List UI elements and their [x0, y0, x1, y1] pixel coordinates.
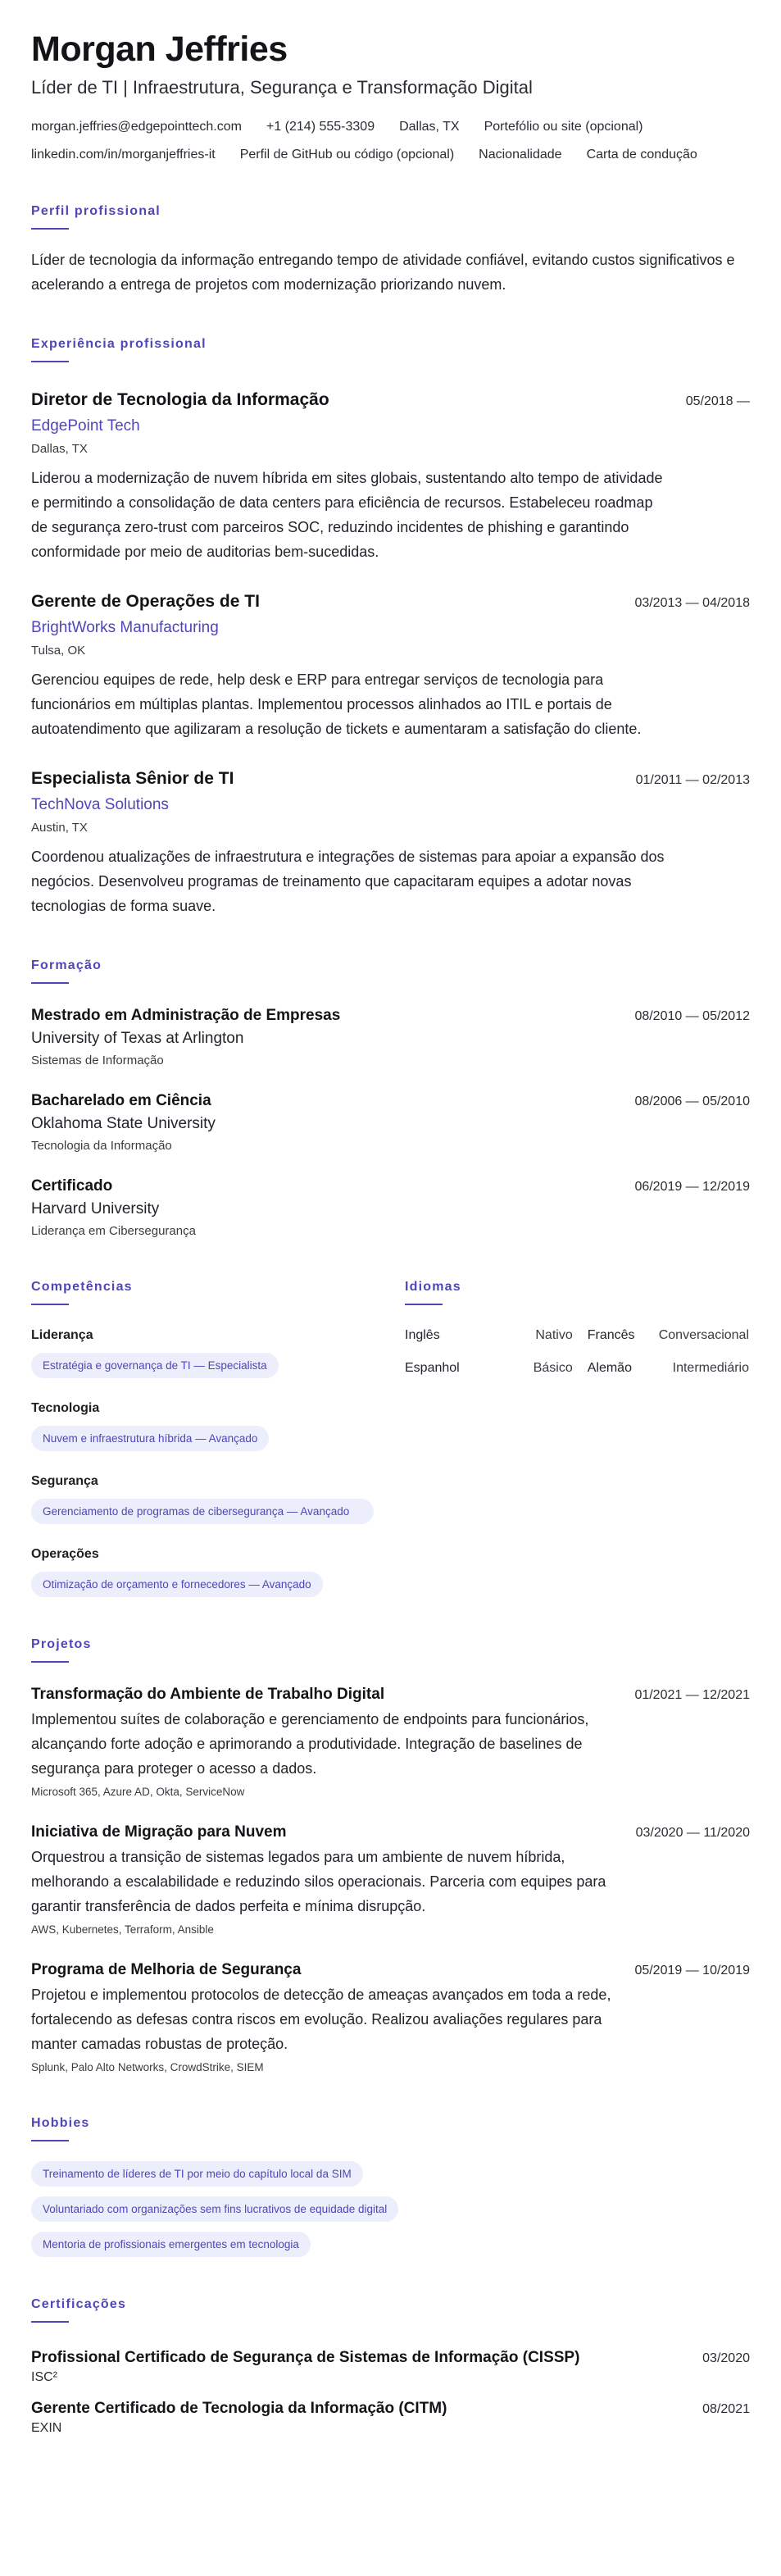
project-dates: 05/2019 — 10/2019: [634, 1964, 750, 1978]
education-item: [31, 1005, 750, 1069]
section-divider: [31, 361, 69, 362]
hobby-list: [31, 2161, 750, 2257]
job-description: Gerenciou equipes de rede, help desk e ERP para entregar serviços de tecnologia para funcionários em múltiplas plantas. Implementou processos alinhados ao ITIL e portais de autoatendimento que agilizaram a resolução de tickets e aumentaram a satisfação do cliente.: [31, 671, 642, 737]
language-name: Alemão: [587, 1361, 632, 1375]
school-name: University of Texas at Arlington: [31, 1030, 244, 1047]
job-dates: 01/2011 — 02/2013: [635, 773, 750, 787]
certification-item: [31, 2347, 750, 2387]
section-title: Competências: [31, 1280, 133, 1294]
projects-section: [31, 1636, 750, 2076]
language-name: Inglês: [405, 1328, 440, 1342]
education-dates: 06/2019 — 12/2019: [634, 1180, 750, 1194]
job-description: Coordenou atualizações de infraestrutura e integrações de sistemas para apoiar a expansão dos negócios. Desenvolveu programas de treinamento que capacitaram equipes a adotar novas tecnologias de forma suave.: [31, 849, 665, 914]
project-technologies: Microsoft 365, Azure AD, Okta, ServiceNow: [31, 1786, 245, 1798]
contact-location: Dallas, TX: [399, 120, 460, 134]
certification-title: Profissional Certificado de Segurança de Sistemas de Informação (CISSP): [31, 2349, 580, 2366]
project-description: Implementou suítes de colaboração e gerenciamento de endpoints para funcionários, alcançando forte adoção e aprimorando a produtividade. Integração de baselines de segurança para proteger o acesso a dados.: [31, 1711, 589, 1777]
language-level: Nativo: [535, 1328, 573, 1342]
hobby-chip: Treinamento de líderes de TI por meio do capítulo local da SIM: [31, 2161, 363, 2187]
section-title: Perfil profissional: [31, 204, 161, 218]
section-divider: [405, 1304, 443, 1305]
skill-category: Segurança: [31, 1474, 98, 1488]
project-item: [31, 1959, 750, 2076]
job-description: Liderou a modernização de nuvem híbrida em sites globais, sustentando alto tempo de atividade e permitindo a consolidação de data centers para eficiência de recursos. Estabeleceu roadmap de segurança zero-trust com parceiros SOC, reduzindo incidentes de phishing e garantindo conformidade por meio de auditorias bem-sucedidas.: [31, 470, 663, 560]
project-description: Orquestrou a transição de sistemas legados para um ambiente de nuvem híbrida, melhorando a escalabilidade e reduzindo silos operacionais. Parceria com equipes para garantir transferência de dados perfeita e mínima disrupção.: [31, 1849, 606, 1914]
language-name: Espanhol: [405, 1361, 460, 1375]
section-divider: [31, 2140, 69, 2141]
project-technologies: AWS, Kubernetes, Terraform, Ansible: [31, 1923, 214, 1936]
school-name: Harvard University: [31, 1200, 160, 1217]
summary-text: Líder de tecnologia da informação entregando tempo de atividade confiável, evitando custos significativos e acelerando a entrega de projetos com modernização priorizando nuvem.: [31, 252, 735, 293]
school-name: Oklahoma State University: [31, 1115, 216, 1132]
section-title: Experiência profissional: [31, 337, 207, 351]
project-title: Iniciativa de Migração para Nuvem: [31, 1823, 287, 1841]
skill-category: Liderança: [31, 1328, 93, 1342]
job-title: Diretor de Tecnologia da Informação: [31, 390, 329, 409]
project-technologies: Splunk, Palo Alto Networks, CrowdStrike, SIEM: [31, 2061, 264, 2073]
skill-chip: Otimização de orçamento e fornecedores — Avançado: [31, 1572, 323, 1597]
education-dates: 08/2010 — 05/2012: [634, 1009, 750, 1023]
language-level: Conversacional: [658, 1328, 749, 1342]
certification-date: 03/2020: [702, 2351, 750, 2365]
experience-item: [31, 389, 750, 564]
job-company: EdgePoint Tech: [31, 417, 140, 435]
skill-group: [31, 1400, 405, 1451]
education-dates: 08/2006 — 05/2010: [634, 1095, 750, 1108]
section-title: Idiomas: [405, 1280, 461, 1294]
languages-section: [405, 1279, 749, 1597]
contact-driving-license: Carta de condução: [586, 148, 697, 162]
language-name: Francês: [587, 1328, 635, 1342]
project-title: Programa de Melhoria de Segurança: [31, 1961, 302, 1978]
project-dates: 01/2021 — 12/2021: [634, 1688, 750, 1702]
degree-title: Certificado: [31, 1177, 113, 1195]
project-title: Transformação do Ambiente de Trabalho Digital: [31, 1686, 385, 1703]
field-of-study: Tecnologia da Informação: [31, 1139, 172, 1153]
section-title: Hobbies: [31, 2116, 90, 2130]
certification-item: [31, 2398, 750, 2437]
candidate-name: Morgan Jeffries: [31, 30, 288, 69]
language-list: [405, 1327, 749, 1377]
experience-item: [31, 767, 750, 918]
skills-languages-row: [31, 1279, 750, 1597]
hobby-chip: Voluntariado com organizações sem fins lucrativos de equidade digital: [31, 2196, 398, 2222]
job-title: Especialista Sênior de TI: [31, 769, 234, 788]
section-title: Certificações: [31, 2297, 127, 2311]
skills-section: [31, 1279, 405, 1597]
section-divider: [31, 1661, 69, 1663]
skill-chip: Nuvem e infraestrutura híbrida — Avançado: [31, 1426, 269, 1451]
skill-category: Operações: [31, 1547, 99, 1561]
job-location: Austin, TX: [31, 821, 88, 835]
job-title: Gerente de Operações de TI: [31, 592, 260, 611]
job-dates: 05/2018 —: [685, 394, 750, 408]
hobbies-section: [31, 2115, 750, 2257]
candidate-headline: Líder de TI | Infraestrutura, Segurança e Transformação Digital: [31, 77, 533, 98]
field-of-study: Liderança em Cibersegurança: [31, 1224, 196, 1238]
certification-title: Gerente Certificado de Tecnologia da Informação (CITM): [31, 2400, 447, 2417]
contact-email[interactable]: morgan.jeffries@edgepointtech.com: [31, 120, 242, 134]
project-dates: 03/2020 — 11/2020: [635, 1826, 750, 1840]
skill-group: [31, 1472, 405, 1524]
degree-title: Bacharelado em Ciência: [31, 1092, 211, 1109]
section-divider: [31, 2321, 69, 2323]
language-level: Básico: [533, 1361, 573, 1375]
skill-group: [31, 1545, 405, 1597]
field-of-study: Sistemas de Informação: [31, 1054, 164, 1067]
project-item: [31, 1822, 750, 1938]
education-item: [31, 1090, 750, 1154]
skill-chip: Estratégia e governança de TI — Especialista: [31, 1353, 279, 1378]
section-divider: [31, 982, 69, 984]
job-dates: 03/2013 — 04/2018: [634, 596, 750, 610]
certification-issuer: ISC²: [31, 2370, 57, 2384]
experience-section: [31, 336, 750, 918]
section-divider: [31, 228, 69, 230]
contact-linkedin[interactable]: linkedin.com/in/morganjeffries-it: [31, 148, 216, 162]
job-location: Tulsa, OK: [31, 644, 86, 658]
language-level: Intermediário: [672, 1361, 749, 1375]
section-divider: [31, 1304, 69, 1305]
skill-group: [31, 1327, 405, 1378]
contact-github[interactable]: Perfil de GitHub ou código (opcional): [239, 148, 455, 162]
hobby-chip: Mentoria de profissionais emergentes em tecnologia: [31, 2232, 311, 2257]
education-section: [31, 958, 750, 1240]
contact-list: [31, 118, 736, 164]
project-description: Projetou e implementou protocolos de detecção de ameaças avançados em toda a rede, fortalecendo as defesas contra riscos em evolução. Realizou avaliações regulares para manter camadas robustas de proteção.: [31, 1987, 611, 2052]
job-company: TechNova Solutions: [31, 796, 169, 813]
section-title: Projetos: [31, 1637, 92, 1651]
contact-portfolio[interactable]: Portefólio ou site (opcional): [484, 120, 643, 134]
degree-title: Mestrado em Administração de Empresas: [31, 1007, 341, 1024]
contact-nationality: Nacionalidade: [479, 148, 562, 162]
job-company: BrightWorks Manufacturing: [31, 619, 219, 636]
summary-section: [31, 203, 750, 297]
job-location: Dallas, TX: [31, 442, 88, 456]
resume-header: [31, 28, 750, 164]
contact-phone[interactable]: +1 (214) 555-3309: [266, 120, 375, 134]
project-item: [31, 1684, 750, 1800]
certifications-section: [31, 2296, 750, 2437]
education-item: [31, 1176, 750, 1240]
skill-category: Tecnologia: [31, 1401, 100, 1415]
experience-item: [31, 590, 750, 741]
section-title: Formação: [31, 958, 102, 972]
certification-issuer: EXIN: [31, 2421, 62, 2435]
skill-chip: Gerenciamento de programas de cibersegurança — Avançado: [31, 1499, 374, 1524]
certification-date: 08/2021: [702, 2402, 750, 2416]
